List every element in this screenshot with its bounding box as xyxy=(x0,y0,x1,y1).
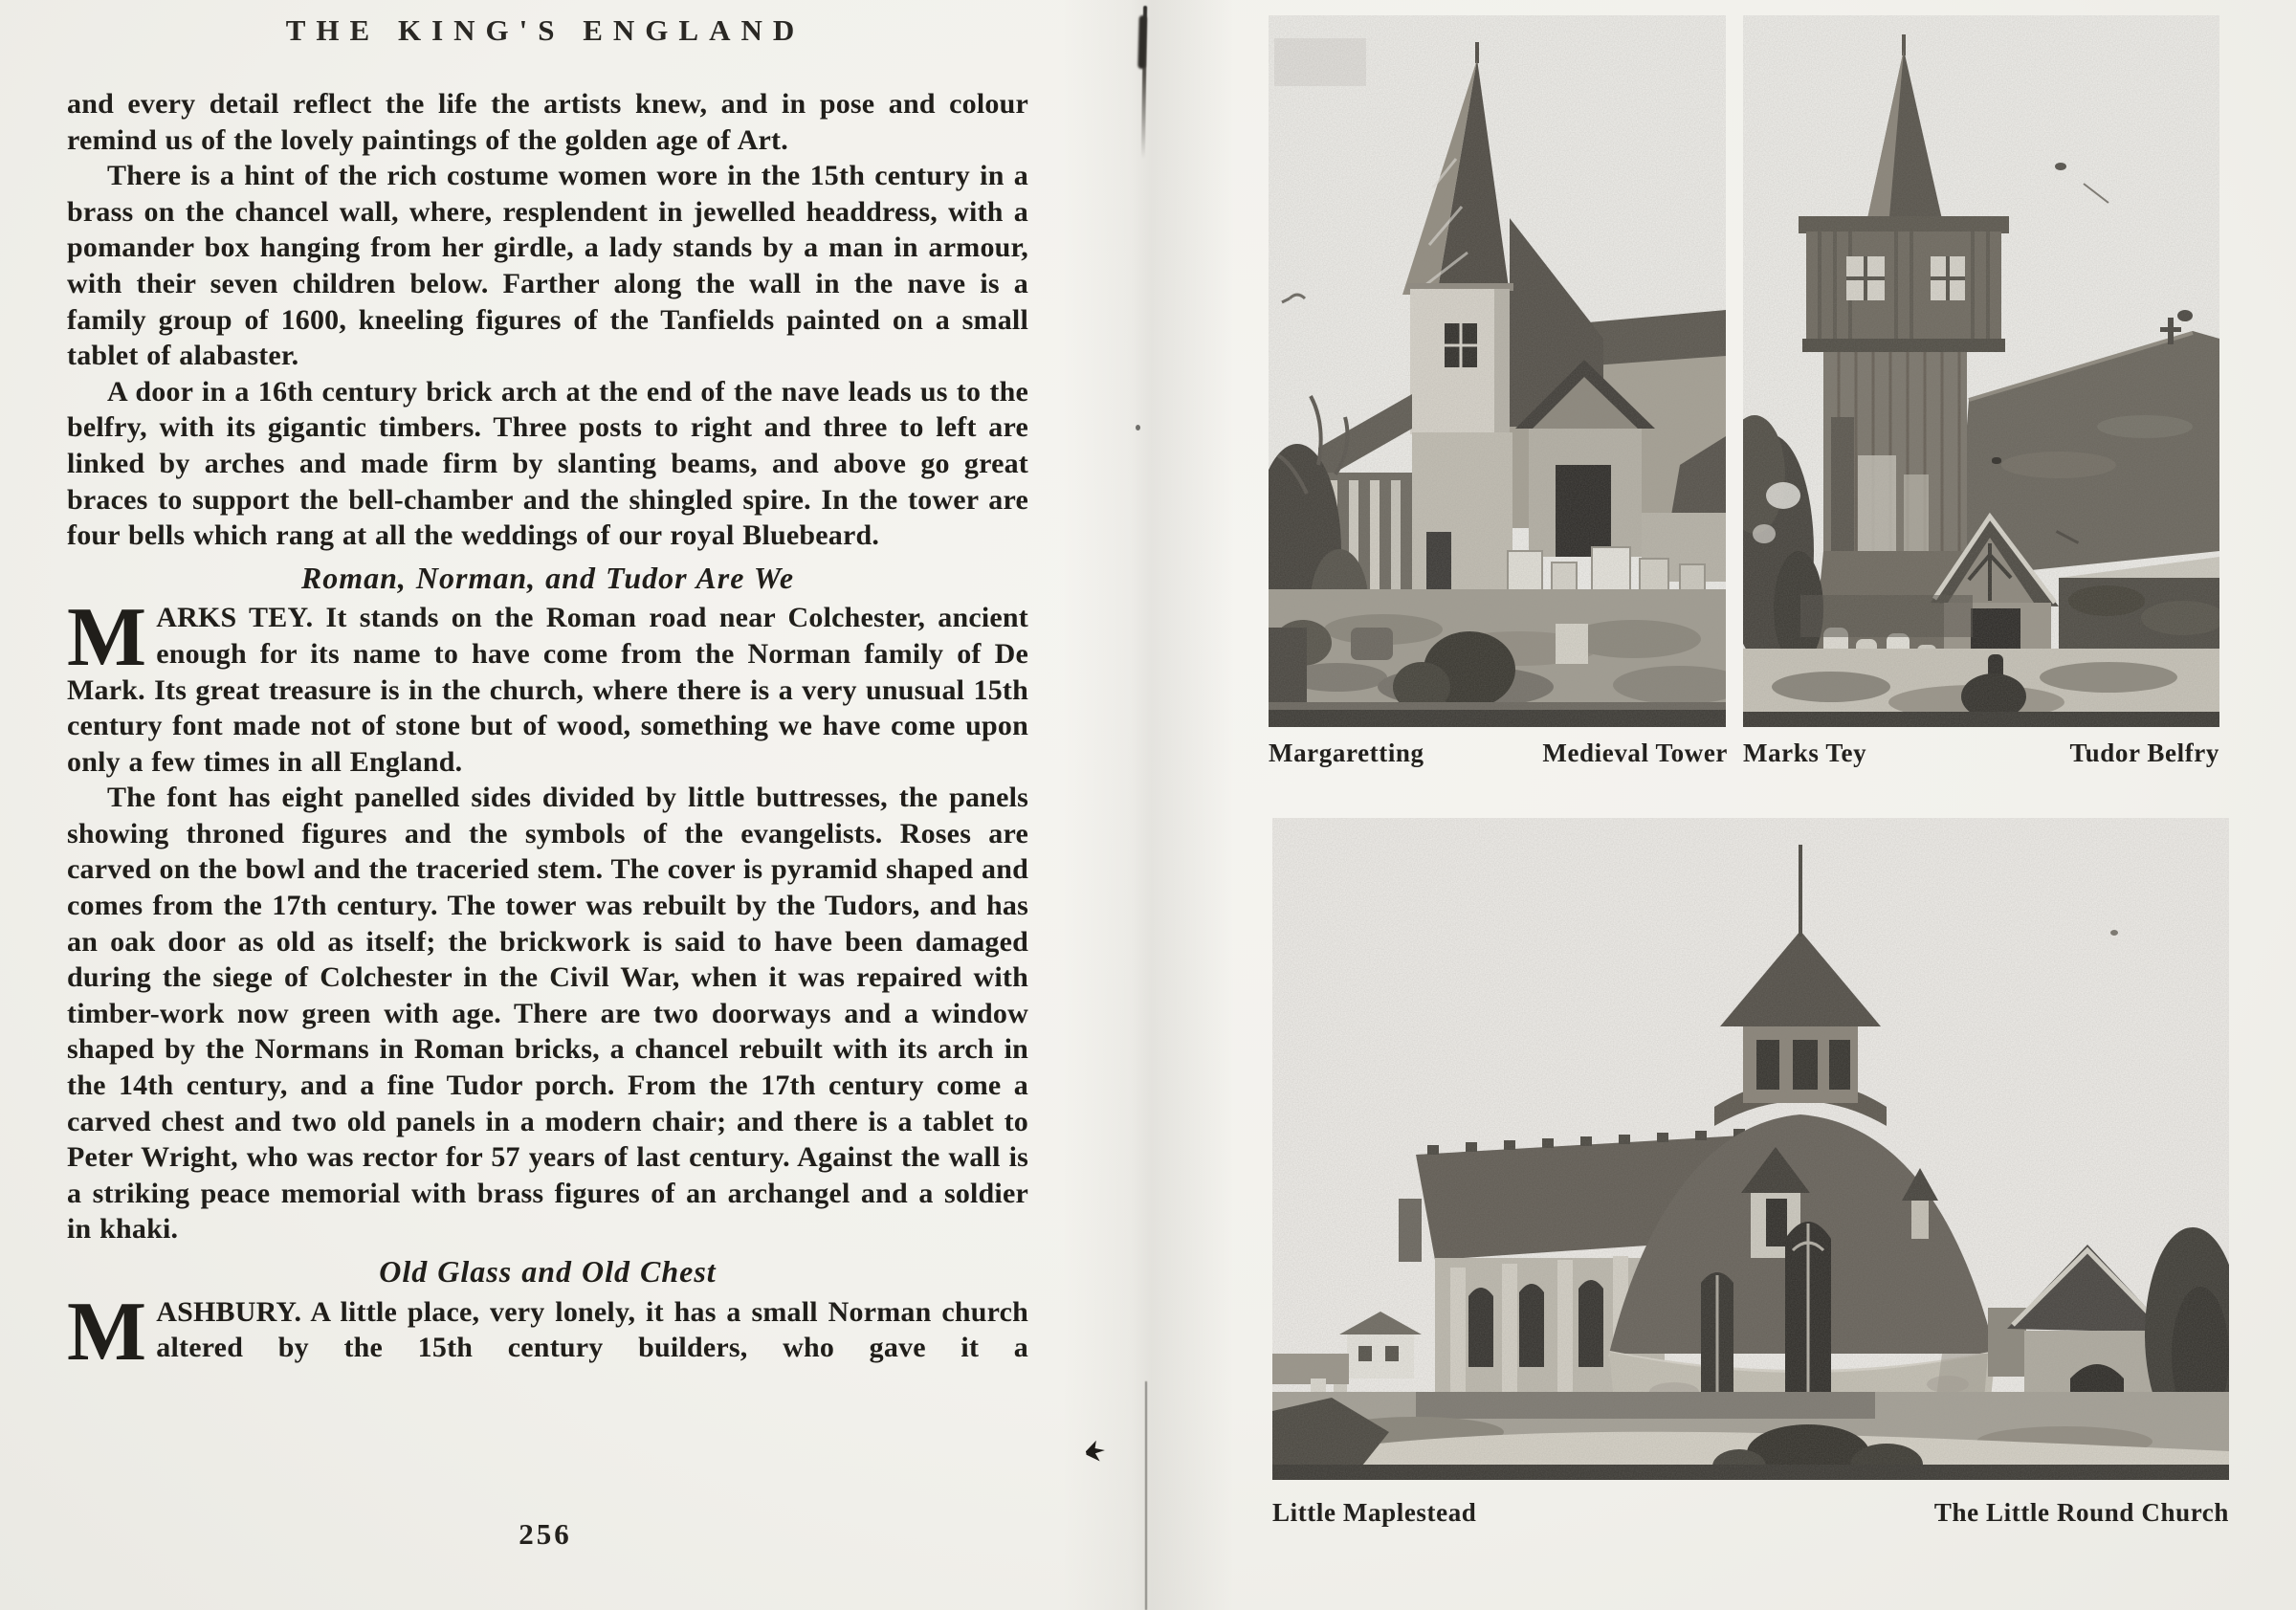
paragraph: and every detail reflect the life the artists knew, and in pose and colour remind us of the lovely paintings of the golden age of Art. xyxy=(67,88,1028,156)
caption-subject: Medieval Tower xyxy=(1542,739,1728,767)
paragraph-lead: ASHBURY. xyxy=(156,1295,302,1328)
paragraph-text: It stands on the Roman road near Colchester, ancient enough for its name to have come from the Norman family of De Mark. Its great treasure is in the church, where there is a very unusual 15th century font made not of stone but of wood, something we have come upon only a few times in all England. xyxy=(67,602,1029,778)
caption-subject: The Little Round Church xyxy=(1933,1498,2229,1527)
photo-little-maplestead-church xyxy=(1272,818,2229,1480)
margaretting-church-illustration xyxy=(1269,15,1726,727)
paragraph: There is a hint of the rich costume women wore in the 15th century in a brass on the chancel wall, where, resplendent in jewelled headdress, with a pomander box hanging from her girdle, a lady stands by a man in armour, with their seven children below. Farther along the wall in the nave is a family group of 1600, kneeling figures of the Tanfields painted on a small tablet of alabaster. xyxy=(67,160,1028,372)
scan-speck xyxy=(1992,457,2001,464)
paragraph-lead: ARKS TEY. xyxy=(156,602,314,634)
ink-blot xyxy=(1085,1440,1107,1464)
caption-place: Little Maplestead xyxy=(1272,1498,1477,1527)
photo-margaretting-church xyxy=(1269,15,1726,727)
photo-marks-tey-church xyxy=(1743,15,2219,727)
ink-streak xyxy=(1137,15,1146,69)
gutter-crease-bottom xyxy=(1145,1381,1147,1610)
page-number: 256 xyxy=(519,1517,572,1551)
caption-place: Margaretting xyxy=(1269,739,1424,767)
drop-cap: M xyxy=(67,591,147,685)
caption-subject: Tudor Belfry xyxy=(2069,739,2219,767)
caption-row xyxy=(1743,739,2219,768)
section-heading-old-glass: Old Glass and Old Chest xyxy=(379,1254,717,1289)
paragraph-mashbury xyxy=(67,1285,1028,1378)
paragraph: A door in a 16th century brick arch at the end of the nave leads us to the belfry, with its gigantic timbers. Three posts to right and three to left are linked by arches and made firm by slanting beams, and above go great braces to support the bell-chamber and the shingled spire. In the tower are four bells which rang at all the weddings of our royal Bluebeard. xyxy=(67,375,1028,552)
drop-cap: M xyxy=(67,1285,147,1378)
paragraph: The font has eight panelled sides divided by little buttresses, the panels showing throned figures and the symbols of the evangelists. Roses are carved on the bowl and the traceried stem. The cover is pyramid shaped and comes from the 17th century. The tower was rebuilt by the Tudors, and has an oak door as old as itself; the brickwork is said to have been damaged during the siege of Colchester in the Civil War, when it was repaired with timber-work now green with age. There are two doorways and a window shaped by the Normans in Roman bricks, a chancel rebuilt with its arch in the 14th century, and a fine Tudor porch. From the 17th century come a carved chest and two old panels in a modern chair; and there is a tablet to Peter Wright, who was rector for 57 years of last century. Against the wall is a striking peace memorial with brass figures of an archangel and a soldier in khaki. xyxy=(67,782,1029,1246)
little-maplestead-church-illustration xyxy=(1272,818,2229,1480)
caption-place: Marks Tey xyxy=(1743,739,1867,767)
caption-row xyxy=(1272,1498,2229,1528)
paragraph-marks-tey xyxy=(67,591,1029,780)
section-heading-roman-norman-tudor: Roman, Norman, and Tudor Are We xyxy=(300,560,795,595)
paragraph-text: A little place, very lonely, it has a small Norman church altered by the 15th century builders, who gave it a xyxy=(156,1295,1028,1364)
caption-row xyxy=(1269,739,1728,768)
page-gutter-shadow xyxy=(1062,0,1234,1610)
scan-speck xyxy=(1136,425,1140,430)
marks-tey-church-illustration xyxy=(1743,15,2219,727)
text-column xyxy=(67,86,1029,1378)
running-head: THE KING'S ENGLAND xyxy=(285,13,806,47)
